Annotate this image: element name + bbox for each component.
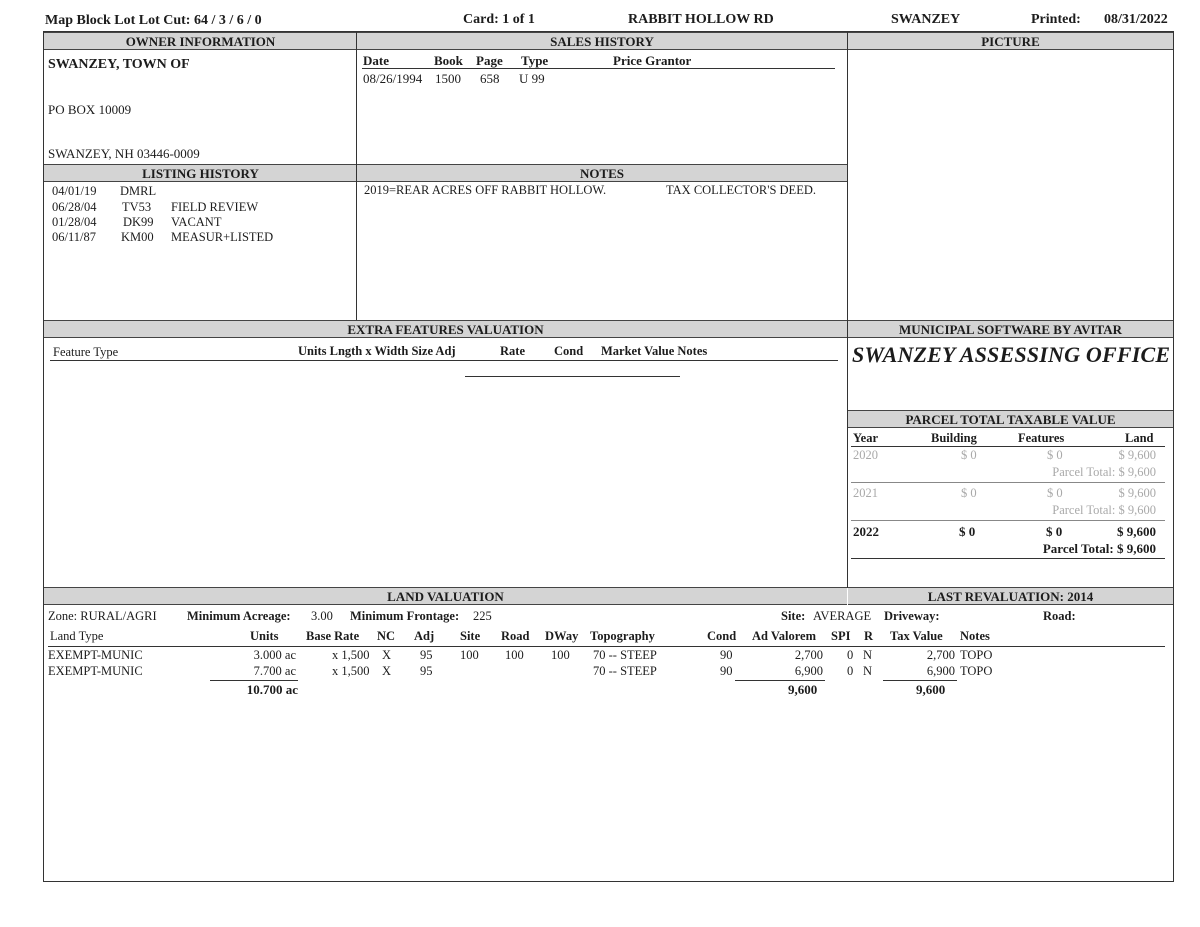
land-row-topography: 70 -- STEEP bbox=[593, 664, 657, 678]
land-row-r: N bbox=[863, 664, 873, 678]
land-row-notes: TOPO bbox=[960, 664, 993, 678]
last-revaluation: LAST REVALUATION: 2014 bbox=[848, 587, 1173, 605]
min-frontage-value: 225 bbox=[473, 609, 492, 623]
land-zone: Zone: RURAL/AGRI bbox=[48, 609, 157, 623]
parcel-header-land: Land bbox=[1125, 431, 1154, 445]
printed-label: Printed: bbox=[1031, 12, 1081, 27]
parcel-features: $ 0 bbox=[1047, 448, 1063, 462]
picture-section-title: PICTURE bbox=[848, 32, 1173, 50]
parcel-building: $ 0 bbox=[961, 486, 977, 500]
sales-row-book: 1500 bbox=[435, 71, 461, 86]
listing-row-desc: VACANT bbox=[171, 215, 222, 229]
sales-header-book: Book bbox=[434, 53, 463, 68]
land-row-adj: 95 bbox=[420, 664, 433, 678]
land-row-base-rate: x 1,500 bbox=[332, 664, 370, 678]
parcel-total-current: Parcel Total: $ 9,600 bbox=[1042, 541, 1156, 556]
land-row-type: EXEMPT-MUNIC bbox=[48, 648, 143, 662]
land-header-dway: DWay bbox=[545, 629, 579, 643]
land-total-ad-valorem: 9,600 bbox=[788, 682, 818, 697]
land-row-tax-value: 6,900 bbox=[926, 664, 955, 678]
notes-line-1: 2019=REAR ACRES OFF RABBIT HOLLOW. bbox=[364, 183, 607, 197]
land-header-tax-value: Tax Value bbox=[890, 629, 943, 643]
extra-features-title: EXTRA FEATURES VALUATION bbox=[44, 320, 847, 338]
land-row-adj: 95 bbox=[420, 648, 433, 662]
land-total-tax-value: 9,600 bbox=[916, 682, 946, 697]
land-total-units: 10.700 ac bbox=[246, 682, 298, 697]
site-value: AVERAGE bbox=[813, 609, 872, 623]
owner-section-title: OWNER INFORMATION bbox=[44, 32, 357, 50]
listing-row-date: 04/01/19 bbox=[52, 184, 97, 198]
land-header-topography: Topography bbox=[590, 629, 655, 643]
land-ad-valorem-total-rule bbox=[735, 680, 825, 681]
extra-header-cond: Cond bbox=[554, 344, 584, 358]
sales-row-page: 658 bbox=[480, 71, 500, 86]
sales-header-price-grantor: Price Grantor bbox=[613, 53, 692, 68]
parcel-land-current: $ 9,600 bbox=[1117, 524, 1156, 539]
parcel-year-current: 2022 bbox=[853, 524, 879, 539]
land-row-spi: 0 bbox=[847, 648, 854, 662]
land-header-nc: NC bbox=[377, 629, 396, 643]
printed-date: 08/31/2022 bbox=[1104, 12, 1168, 27]
land-units-total-rule bbox=[210, 680, 298, 681]
extra-header-feature-type: Feature Type bbox=[53, 345, 119, 359]
owner-address-line1: PO BOX 10009 bbox=[48, 102, 132, 117]
land-valuation-title: LAND VALUATION bbox=[44, 587, 847, 605]
land-row-units: 3.000 ac bbox=[253, 648, 296, 662]
land-row-topography: 70 -- STEEP bbox=[593, 648, 657, 662]
land-header-ad-valorem: Ad Valorem bbox=[752, 629, 817, 643]
listing-row-code: DMRL bbox=[120, 184, 157, 198]
land-header-notes: Notes bbox=[960, 629, 990, 643]
listing-row-date: 01/28/04 bbox=[52, 215, 97, 229]
land-row-tax-value: 2,700 bbox=[926, 648, 955, 662]
site-label: Site: bbox=[781, 609, 806, 623]
extra-header-rule bbox=[50, 360, 838, 361]
parcel-year: 2021 bbox=[853, 486, 878, 500]
owner-address-line2: SWANZEY, NH 03446-0009 bbox=[48, 146, 200, 161]
town-name: SWANZEY bbox=[891, 12, 961, 27]
parcel-land: $ 9,600 bbox=[1118, 448, 1156, 462]
sales-header-type: Type bbox=[521, 53, 549, 68]
street-name: RABBIT HOLLOW RD bbox=[628, 12, 774, 27]
land-header-site: Site bbox=[460, 629, 481, 643]
land-row-nc: X bbox=[382, 648, 392, 662]
driveway-label: Driveway: bbox=[884, 609, 940, 623]
listing-row-desc: MEASUR+LISTED bbox=[171, 230, 274, 244]
sales-header-date: Date bbox=[363, 53, 389, 68]
listing-row-code: KM00 bbox=[121, 230, 154, 244]
map-block-lot: Map Block Lot Lot Cut: 64 / 3 / 6 / 0 bbox=[45, 13, 262, 28]
software-title: MUNICIPAL SOFTWARE BY AVITAR bbox=[848, 320, 1173, 338]
land-row-ad-valorem: 6,900 bbox=[794, 664, 823, 678]
land-header-rule bbox=[48, 646, 1165, 647]
notes-section-title: NOTES bbox=[357, 164, 847, 182]
land-header-base-rate: Base Rate bbox=[306, 629, 360, 643]
extra-header-market-notes: Market Value Notes bbox=[601, 344, 708, 358]
land-header-r: R bbox=[864, 629, 874, 643]
listing-row-date: 06/28/04 bbox=[52, 200, 97, 214]
land-header-adj: Adj bbox=[414, 629, 435, 643]
land-row-cond: 90 bbox=[720, 664, 733, 678]
listing-row-code: DK99 bbox=[123, 215, 154, 229]
land-row-ad-valorem: 2,700 bbox=[794, 648, 823, 662]
land-header-type: Land Type bbox=[50, 629, 104, 643]
owner-sales-divider bbox=[356, 32, 357, 320]
sales-header-page: Page bbox=[476, 53, 503, 68]
parcel-features: $ 0 bbox=[1047, 486, 1063, 500]
card-frame bbox=[43, 31, 1174, 882]
listing-row-desc: FIELD REVIEW bbox=[171, 200, 259, 214]
land-row-notes: TOPO bbox=[960, 648, 993, 662]
parcel-header-year: Year bbox=[853, 431, 878, 445]
listing-section-title: LISTING HISTORY bbox=[44, 164, 357, 182]
land-row-r: N bbox=[863, 648, 873, 662]
land-row-spi: 0 bbox=[847, 664, 854, 678]
land-row-cond: 90 bbox=[720, 648, 733, 662]
road-label: Road: bbox=[1043, 609, 1076, 623]
card-number: Card: 1 of 1 bbox=[463, 12, 535, 27]
parcel-header-rule bbox=[851, 446, 1165, 447]
extra-total-rule bbox=[465, 376, 680, 377]
land-row-base-rate: x 1,500 bbox=[332, 648, 370, 662]
sales-header-rule bbox=[362, 68, 835, 69]
extra-header-units: Units Lngth x Width Size Adj bbox=[298, 344, 456, 358]
parcel-features-current: $ 0 bbox=[1046, 524, 1063, 539]
parcel-total: Parcel Total: $ 9,600 bbox=[1052, 503, 1156, 517]
land-header-road: Road bbox=[501, 629, 530, 643]
sales-section-title: SALES HISTORY bbox=[357, 32, 847, 50]
parcel-row-rule bbox=[851, 482, 1165, 483]
land-header-units: Units bbox=[250, 629, 279, 643]
land-row-road: 100 bbox=[505, 648, 524, 662]
land-row-nc: X bbox=[382, 664, 392, 678]
land-row-site: 100 bbox=[460, 648, 479, 662]
parcel-building-current: $ 0 bbox=[959, 524, 976, 539]
parcel-total: Parcel Total: $ 9,600 bbox=[1052, 465, 1156, 479]
listing-row-date: 06/11/87 bbox=[52, 230, 96, 244]
land-row-type: EXEMPT-MUNIC bbox=[48, 664, 143, 678]
extra-header-rate: Rate bbox=[500, 344, 525, 358]
land-header-spi: SPI bbox=[831, 629, 851, 643]
min-frontage-label: Minimum Frontage: bbox=[350, 609, 460, 623]
parcel-total-title: PARCEL TOTAL TAXABLE VALUE bbox=[848, 410, 1173, 428]
left-right-divider bbox=[847, 32, 848, 588]
sales-row-date: 08/26/1994 bbox=[363, 71, 423, 86]
listing-row-code: TV53 bbox=[122, 200, 152, 214]
assessing-office: SWANZEY ASSESSING OFFICE bbox=[852, 342, 1171, 367]
parcel-row-rule bbox=[851, 520, 1165, 521]
land-row-units: 7.700 ac bbox=[253, 664, 296, 678]
parcel-year: 2020 bbox=[853, 448, 878, 462]
parcel-land: $ 9,600 bbox=[1118, 486, 1156, 500]
owner-name: SWANZEY, TOWN OF bbox=[48, 57, 190, 72]
parcel-header-features: Features bbox=[1018, 431, 1065, 445]
min-acreage-label: Minimum Acreage: bbox=[187, 609, 291, 623]
parcel-building: $ 0 bbox=[961, 448, 977, 462]
min-acreage-value: 3.00 bbox=[311, 609, 333, 623]
notes-line-2: TAX COLLECTOR'S DEED. bbox=[666, 183, 816, 197]
land-tax-value-total-rule bbox=[883, 680, 957, 681]
parcel-bottom-rule bbox=[851, 558, 1165, 559]
land-header-cond: Cond bbox=[707, 629, 737, 643]
parcel-header-building: Building bbox=[931, 431, 977, 445]
land-row-dway: 100 bbox=[551, 648, 570, 662]
sales-row-type: U 99 bbox=[519, 71, 545, 86]
